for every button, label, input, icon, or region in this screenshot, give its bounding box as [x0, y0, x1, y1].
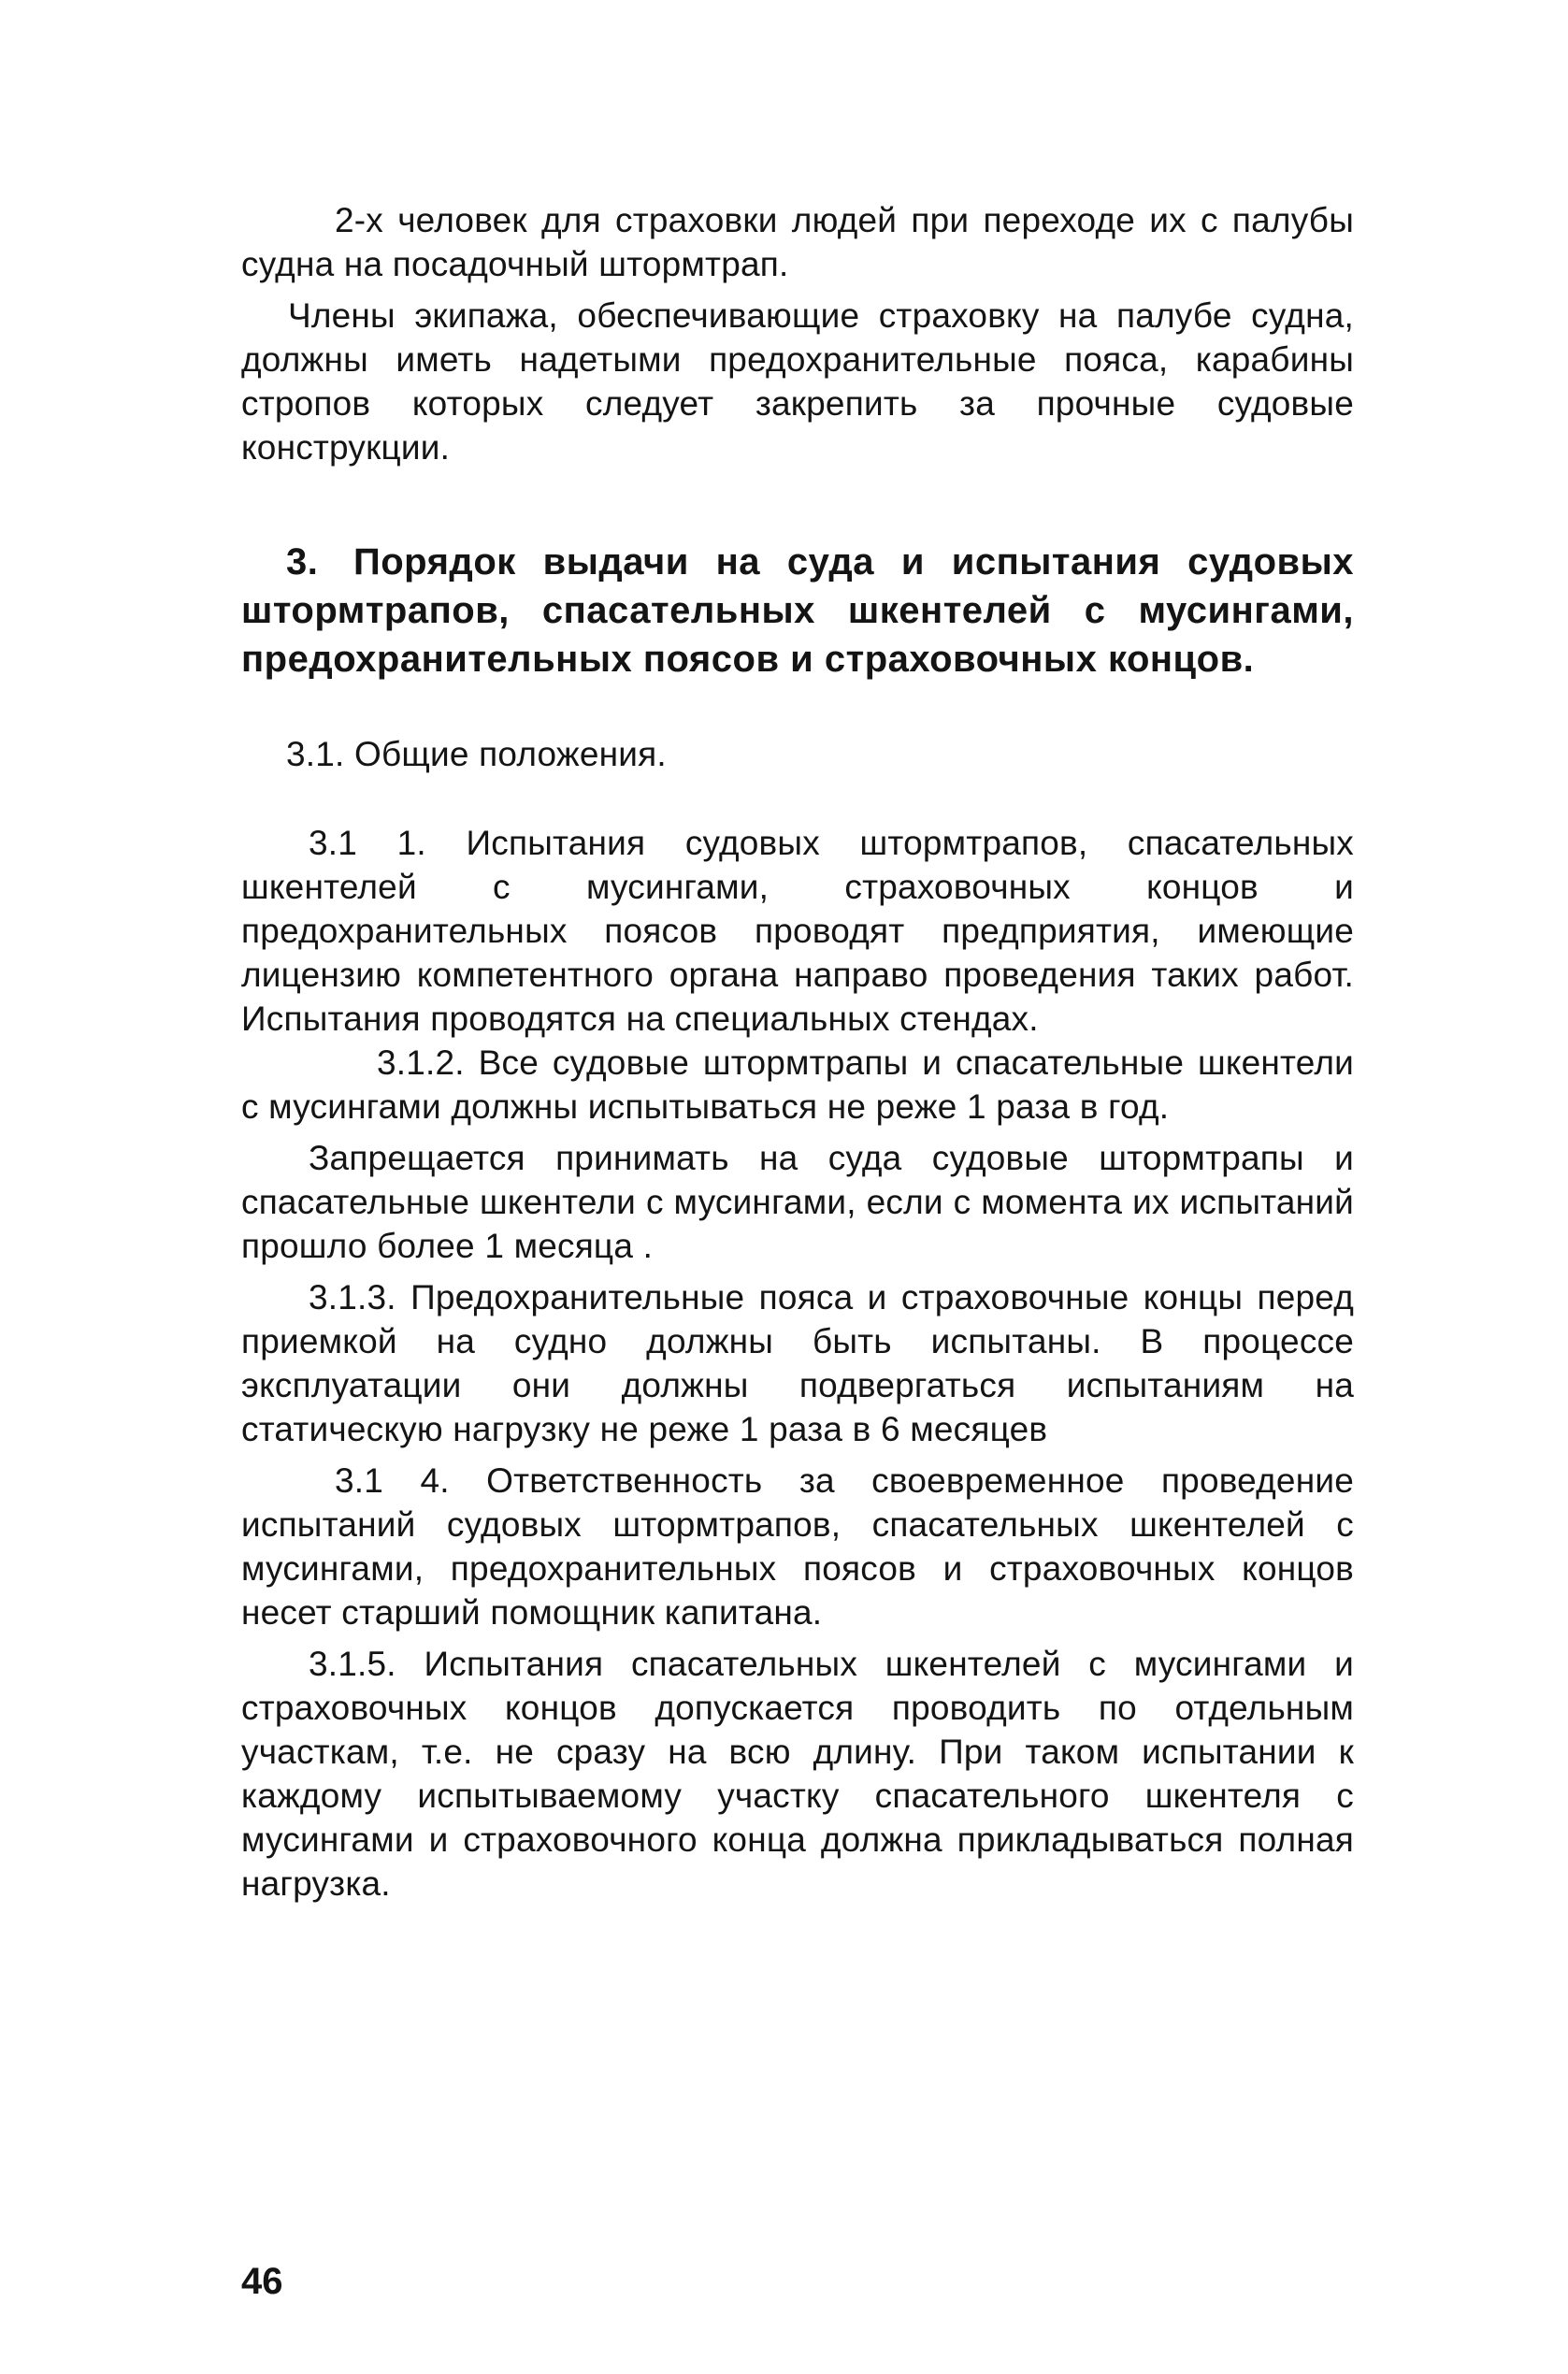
prohibition-paragraph: Запрещается принимать на суда судовые штормтрапы и спасательные шкентели с мусингами, если с момента их испытаний прошло более 1 месяца .	[241, 1139, 1354, 1265]
page-number: 46	[241, 2261, 283, 2302]
subsection-title: 3.1. Общие положения.	[286, 735, 667, 773]
clause-3-1-3: 3.1.3. Предохранительные пояса и страховочные концы перед приемкой на судно должны быть испытаны. В процессе эксплуатации они должны подвергаться испытаниям на статическую нагрузку не реже 1 раза в 6 месяцев	[241, 1278, 1354, 1448]
intro-paragraph-2: Члены экипажа, обеспечивающие страховку на палубе судна, должны иметь надетыми предохранительные пояса, карабины стропов которых следует закрепить за прочные судовые конструкции.	[241, 296, 1354, 467]
clause-3-1-1: 3.1 1. Испытания судовых штормтрапов, спасательных шкентелей с мусингами, страховочных концов и предохранительных поясов проводят предприятия, имеющие лицензию компетентного органа направо проведения таких работ. Испытания проводятся на специальных стендах.	[241, 824, 1354, 1038]
subsection-3-1	[241, 732, 1354, 776]
section-title: Порядок выдачи на суда и испытания судовых штормтрапов, спасательных шкентелей с мусингами, предохранительных поясов и страховочных концов.	[241, 541, 1354, 680]
clause-3-1-4: 3.1 4. Ответственность за своевременное проведение испытаний судовых штормтрапов, спасательных шкентелей с мусингами, предохранительных поясов и страховочных концов несет старший помощник капитана.	[241, 1461, 1354, 1632]
intro-block	[241, 198, 1354, 469]
clause-3-1-2: 3.1.2. Все судовые штормтрапы и спасательные шкентели с мусингами должны испытываться не реже 1 раза в год.	[241, 1043, 1354, 1126]
clauses-block	[241, 821, 1354, 1906]
intro-paragraph-1: 2-х человек для страховки людей при переходе их с палубы судна на посадочный штормтрап.	[241, 201, 1354, 283]
clause-3-1-5: 3.1.5. Испытания спасательных шкентелей с мусингами и страховочных концов допускается проводить по отдельным участкам, т.е. не сразу на всю длину. При таком испытании к каждому испытываемому участку спасательного шкентеля с мусингами и страховочного конца должна прикладываться полная нагрузка.	[241, 1645, 1354, 1903]
section-3-heading	[241, 538, 1354, 683]
section-number: 3.	[286, 541, 319, 583]
